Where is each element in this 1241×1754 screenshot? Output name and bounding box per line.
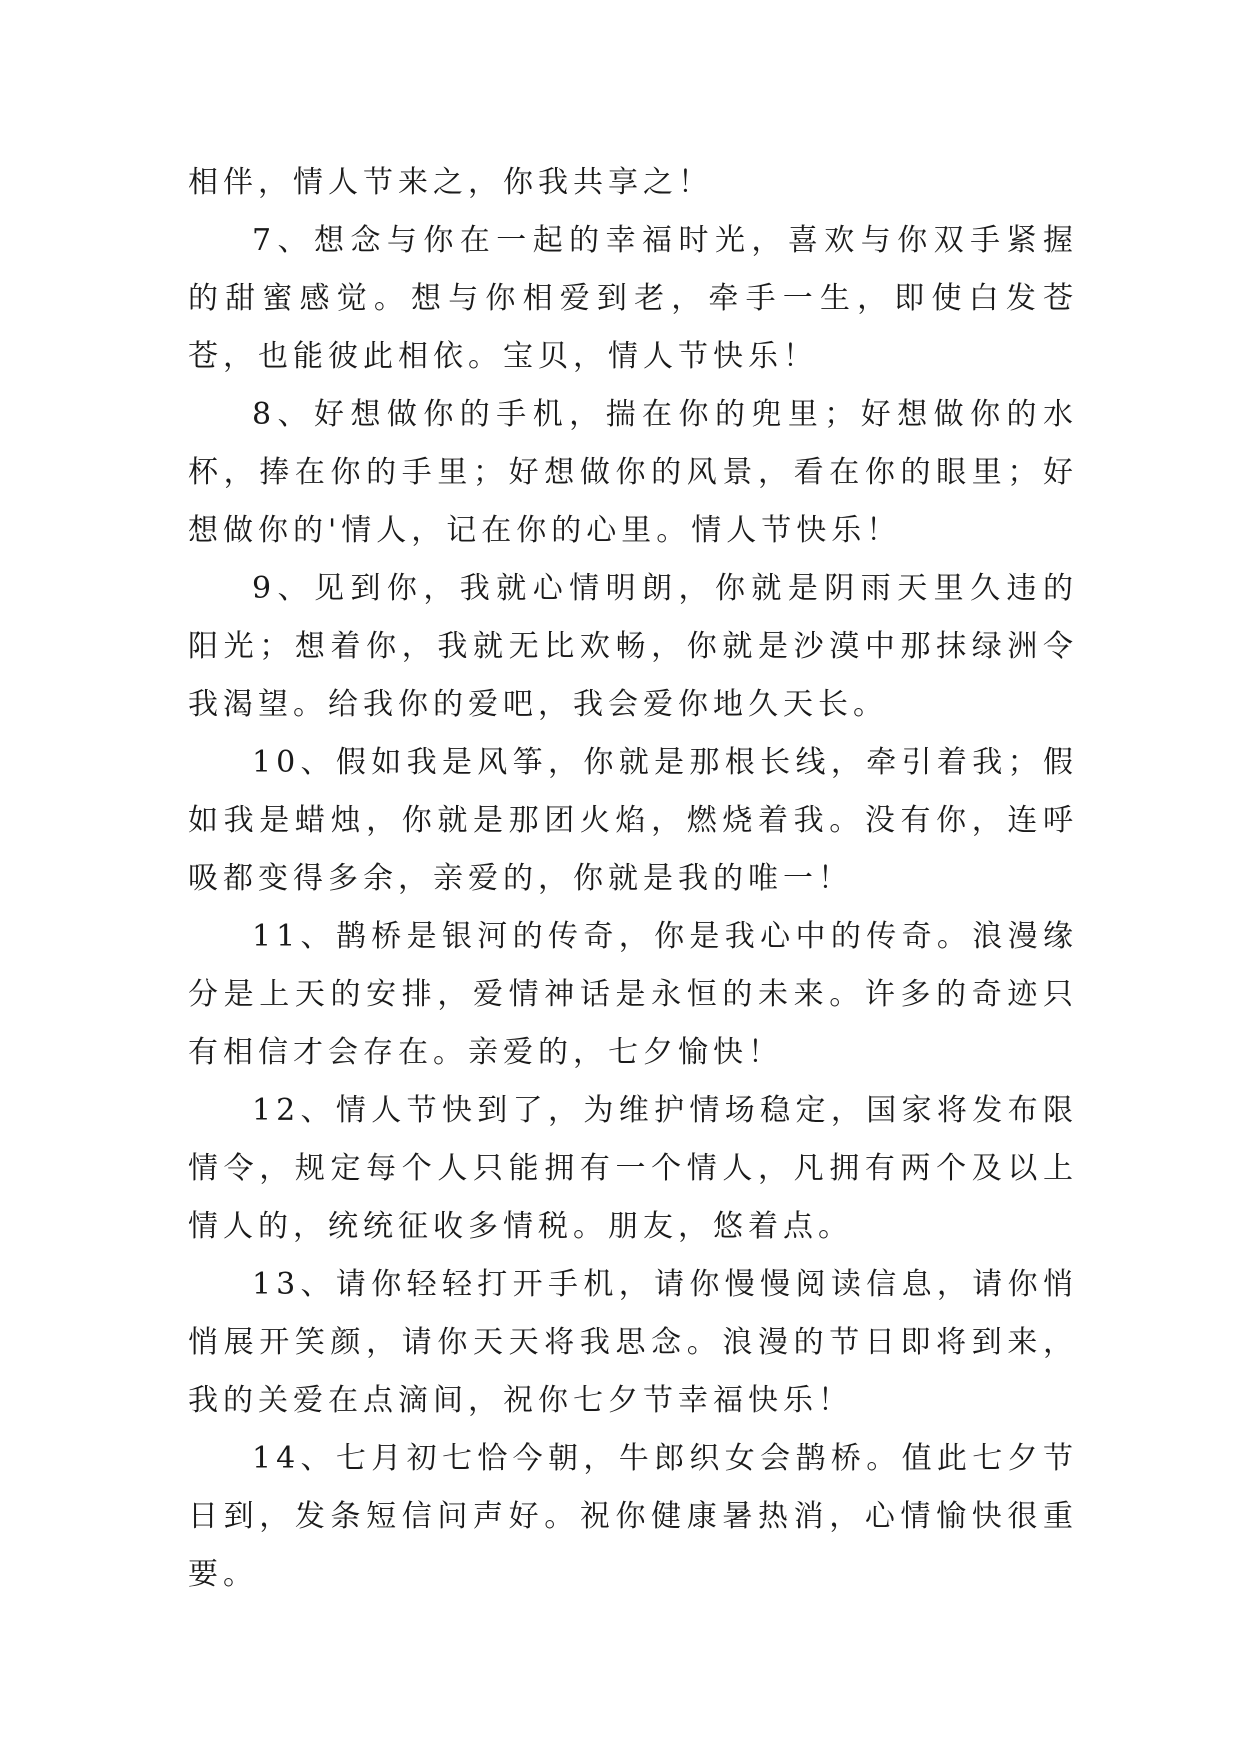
paragraph-item-10: 10、假如我是风筝，你就是那根长线，牵引着我；假如我是蜡烛，你就是那团火焰，燃烧着我。没有你，连呼吸都变得多余，亲爱的，你就是我的唯一！ [188,745,1078,896]
document-body [188,154,1078,1604]
paragraph-item-9: 9、见到你，我就心情明朗，你就是阴雨天里久违的阳光；想着你，我就无比欢畅，你就是沙漠中那抹绿洲令我渴望。给我你的爱吧，我会爱你地久天长。 [188,571,1078,722]
paragraph-item-7: 7、想念与你在一起的幸福时光，喜欢与你双手紧握的甜蜜感觉。想与你相爱到老，牵手一生，即使白发苍苍，也能彼此相依。宝贝，情人节快乐！ [188,223,1078,374]
paragraph-continuation: 相伴，情人节来之，你我共享之！ [188,165,713,200]
paragraph-item-13: 13、请你轻轻打开手机，请你慢慢阅读信息，请你悄悄展开笑颜，请你天天将我思念。浪漫的节日即将到来，我的关爱在点滴间，祝你七夕节幸福快乐！ [188,1267,1078,1418]
paragraph-item-8: 8、好想做你的手机，揣在你的兜里；好想做你的水杯，捧在你的手里；好想做你的风景，看在你的眼里；好想做你的'情人，记在你的心里。情人节快乐！ [188,397,1078,548]
paragraph-item-12: 12、情人节快到了，为维护情场稳定，国家将发布限情令，规定每个人只能拥有一个情人，凡拥有两个及以上情人的，统统征收多情税。朋友，悠着点。 [188,1093,1078,1244]
paragraph-item-11: 11、鹊桥是银河的传奇，你是我心中的传奇。浪漫缘分是上天的安排，爱情神话是永恒的未来。许多的奇迹只有相信才会存在。亲爱的，七夕愉快！ [188,919,1078,1070]
paragraph-item-14: 14、七月初七恰今朝，牛郎织女会鹊桥。值此七夕节日到，发条短信问声好。祝你健康暑热消，心情愉快很重要。 [188,1441,1078,1592]
